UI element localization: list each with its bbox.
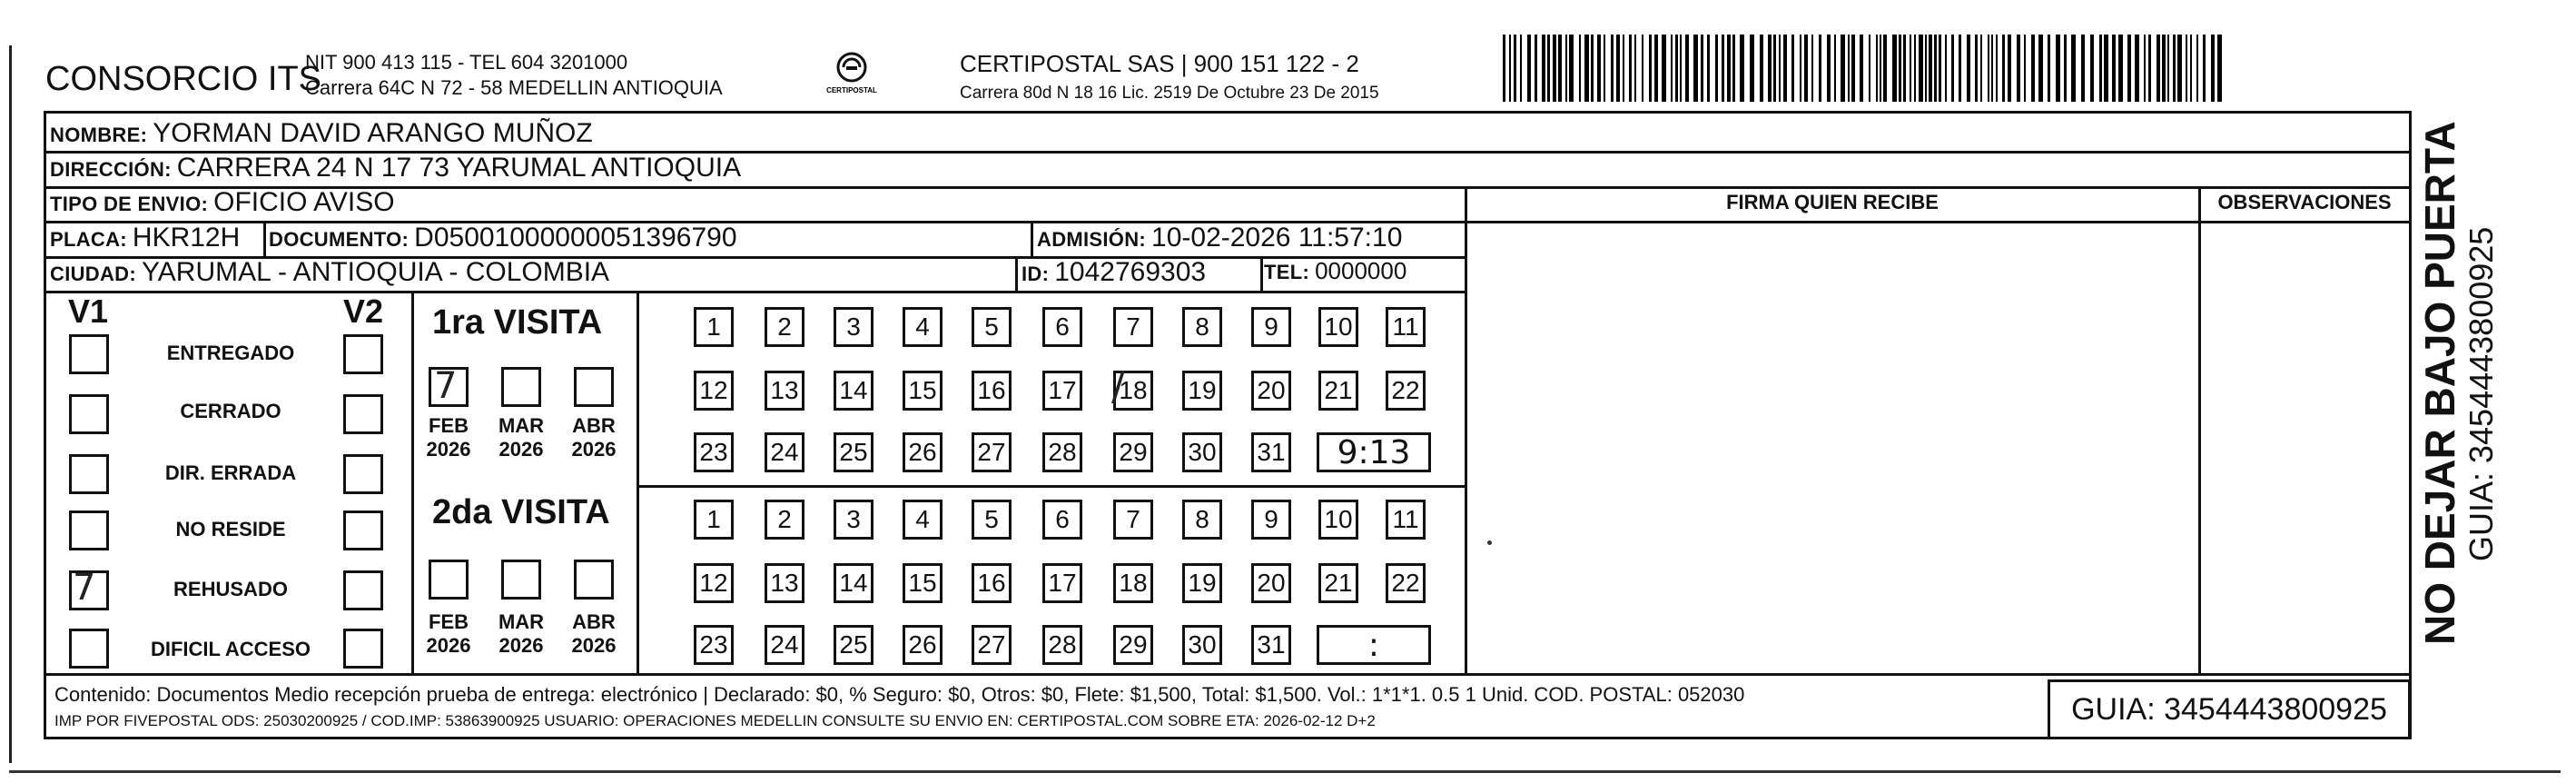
barcode-bar bbox=[2177, 35, 2182, 102]
day-box[interactable]: 14 bbox=[834, 563, 873, 603]
company-address-line: Carrera 64C N 72 - 58 MEDELLIN ANTIOQUIA bbox=[305, 76, 723, 99]
barcode-bar bbox=[1604, 35, 1605, 102]
day-box[interactable]: 13 bbox=[765, 563, 804, 603]
barcode-bar bbox=[1925, 35, 1927, 102]
barcode-bar bbox=[1988, 35, 1989, 102]
barcode-bar bbox=[1841, 35, 1845, 102]
day-box[interactable]: 19 bbox=[1182, 371, 1222, 411]
barcode-bar bbox=[2031, 35, 2035, 102]
barcode-bar bbox=[1880, 35, 1881, 102]
month-checkbox[interactable] bbox=[501, 367, 541, 407]
day-box[interactable]: 24 bbox=[765, 625, 804, 665]
barcode-bar bbox=[1804, 35, 1808, 102]
footer-contents: Contenido: Documentos Medio recepción prueba de entrega: electrónico | Declarado: $0, % Seguro: $0, Otros: $0, Flete: $1,500, Total: $1,500. Vol.: 1*1*1. 0.5 1 Unid. COD. POSTAL: 052030 bbox=[54, 683, 1745, 706]
day-box[interactable]: 16 bbox=[972, 371, 1012, 411]
barcode-bar bbox=[1919, 35, 1923, 102]
day-box[interactable]: 21 bbox=[1318, 563, 1358, 603]
barcode-bar bbox=[2211, 35, 2215, 102]
barcode-bar bbox=[2017, 35, 2020, 102]
barcode-bar bbox=[2196, 35, 2198, 102]
barcode-bar bbox=[1642, 35, 1643, 102]
barcode-bar bbox=[1616, 35, 1620, 102]
barcode-bar bbox=[1565, 35, 1567, 102]
barcode-bar bbox=[1611, 35, 1614, 102]
day-box[interactable]: 16 bbox=[972, 563, 1012, 603]
v2-header: V2 bbox=[343, 292, 384, 330]
barcode-bar bbox=[1629, 35, 1632, 102]
company-name: CONSORCIO ITS bbox=[45, 60, 322, 98]
barcode-bar bbox=[2127, 35, 2131, 102]
day-box[interactable]: 10 bbox=[1318, 500, 1358, 540]
day-box[interactable]: 12 bbox=[694, 371, 734, 411]
documento-label: DOCUMENTO: bbox=[269, 228, 410, 251]
barcode-bar bbox=[1791, 35, 1794, 102]
barcode-bar bbox=[2173, 35, 2176, 102]
carrier-title: CERTIPOSTAL SAS | 900 151 122 - 2 bbox=[960, 50, 1359, 77]
status-label: DIR. ERRADA bbox=[164, 461, 297, 484]
barcode-bar bbox=[2112, 35, 2116, 102]
placa-label: PLACA: bbox=[50, 228, 127, 251]
year-label: 2026 bbox=[498, 634, 544, 657]
month-label: ABR bbox=[572, 610, 616, 633]
barcode-bar bbox=[1783, 35, 1787, 102]
nombre-label: NOMBRE: bbox=[50, 124, 148, 146]
barcode-bar bbox=[1514, 35, 1516, 102]
ciudad-label: CIUDAD: bbox=[50, 263, 136, 285]
barcode-bar bbox=[1876, 35, 1878, 102]
status-label: CERRADO bbox=[180, 400, 281, 422]
placa-field bbox=[50, 223, 240, 253]
day-box[interactable]: 31 bbox=[1251, 625, 1291, 665]
barcode-bar bbox=[1975, 35, 1978, 102]
barcode-bar bbox=[1768, 35, 1772, 102]
id-value: 1042769303 bbox=[1054, 257, 1207, 287]
documento-field bbox=[269, 223, 737, 253]
barcode-bar bbox=[2186, 35, 2187, 102]
month-label: FEB bbox=[429, 610, 469, 633]
day-box[interactable]: 12 bbox=[694, 563, 734, 603]
admision-value: 10-02-2026 11:57:10 bbox=[1151, 223, 1403, 253]
month-year-label bbox=[421, 610, 476, 658]
day-box[interactable]: 9 bbox=[1251, 307, 1291, 347]
barcode-bar bbox=[1558, 35, 1562, 102]
barcode-bar bbox=[1800, 35, 1801, 102]
logo-text: CERTIPOSTAL bbox=[826, 86, 877, 94]
day-box[interactable]: 6 bbox=[1042, 500, 1082, 540]
barcode-bar bbox=[1527, 35, 1531, 102]
month-year-label bbox=[567, 610, 621, 658]
day-box[interactable]: 20 bbox=[1251, 371, 1291, 411]
barcode-bar bbox=[1542, 35, 1545, 102]
ciudad-value: YARUMAL - ANTIOQUIA - COLOMBIA bbox=[141, 257, 610, 287]
day-box[interactable]: 17 bbox=[1042, 563, 1082, 603]
tipo-envio-label: TIPO DE ENVIO: bbox=[50, 193, 209, 215]
barcode-bar bbox=[2135, 35, 2139, 102]
barcode-bar bbox=[1623, 35, 1624, 102]
day-box[interactable]: 28 bbox=[1042, 625, 1082, 665]
v1-checkbox[interactable] bbox=[69, 629, 109, 669]
day-box[interactable]: 27 bbox=[972, 625, 1012, 665]
day-box[interactable]: 7 bbox=[1113, 500, 1153, 540]
barcode-bar bbox=[1773, 35, 1776, 102]
day-box[interactable]: 29 bbox=[1113, 432, 1153, 472]
shipment-barcode bbox=[1503, 35, 2229, 102]
day-box[interactable]: 11 bbox=[1386, 500, 1426, 540]
barcode-bar bbox=[1811, 35, 1813, 102]
v1-header: V1 bbox=[68, 292, 109, 330]
barcode-bar bbox=[1883, 35, 1887, 102]
certipostal-logo-icon bbox=[822, 47, 882, 107]
barcode-bar bbox=[1569, 35, 1574, 102]
carrier-address: Carrera 80d N 18 16 Lic. 2519 De Octubre 23 De 2015 bbox=[960, 84, 1379, 103]
year-label: 2026 bbox=[571, 634, 617, 657]
barcode-bar bbox=[1914, 35, 1916, 102]
barcode-bar bbox=[2118, 35, 2123, 102]
barcode-bar bbox=[2090, 35, 2094, 102]
day-box[interactable]: 9 bbox=[1251, 500, 1291, 540]
year-label: 2026 bbox=[426, 634, 471, 657]
day-box[interactable]: 30 bbox=[1182, 625, 1222, 665]
day-box[interactable]: 19 bbox=[1182, 563, 1222, 603]
barcode-bar bbox=[1996, 35, 1998, 102]
v1-rehusado-mark: 7 bbox=[73, 567, 96, 609]
status-label: ENTREGADO bbox=[166, 342, 295, 364]
year-label: 2026 bbox=[426, 438, 471, 461]
page-bottom-border bbox=[9, 770, 2561, 773]
day-box[interactable]: 1 bbox=[694, 500, 734, 540]
day-box[interactable]: 8 bbox=[1182, 500, 1222, 540]
nombre-value: YORMAN DAVID ARANGO MUÑOZ bbox=[153, 118, 593, 148]
v2-checkbox[interactable] bbox=[343, 570, 383, 610]
year-label: 2026 bbox=[498, 438, 544, 461]
barcode-bar bbox=[2064, 35, 2067, 102]
status-label: REHUSADO bbox=[173, 578, 288, 600]
day-box[interactable]: 21 bbox=[1318, 371, 1358, 411]
barcode-bar bbox=[1827, 35, 1831, 102]
id-label: ID: bbox=[1022, 263, 1050, 285]
barcode-bar bbox=[1959, 35, 1961, 102]
month-year-label bbox=[494, 414, 548, 461]
day-box[interactable]: 6 bbox=[1042, 307, 1082, 347]
v1-checkbox[interactable] bbox=[69, 394, 109, 434]
barcode-bar bbox=[1597, 35, 1601, 102]
day-box[interactable]: 3 bbox=[834, 500, 873, 540]
v1-checkbox[interactable] bbox=[69, 334, 109, 374]
v2-checkbox[interactable] bbox=[343, 510, 383, 550]
barcode-bar bbox=[1819, 35, 1821, 102]
first-visit-title: 1ra VISITA bbox=[432, 303, 603, 342]
day-box[interactable]: 28 bbox=[1042, 432, 1082, 472]
day-box[interactable]: 11 bbox=[1386, 307, 1426, 347]
day-box[interactable]: 29 bbox=[1113, 625, 1153, 665]
documento-value: D05001000000051396790 bbox=[414, 223, 737, 253]
day-box[interactable]: 5 bbox=[972, 307, 1012, 347]
barcode-bar bbox=[2217, 35, 2222, 102]
barcode-bar bbox=[1662, 35, 1666, 102]
barcode-bar bbox=[1899, 35, 1901, 102]
barcode-bar bbox=[1680, 35, 1682, 102]
barcode-bar bbox=[1553, 35, 1556, 102]
barcode-bar bbox=[2048, 35, 2050, 102]
v2-checkbox[interactable] bbox=[343, 394, 383, 434]
barcode-bar bbox=[2056, 35, 2060, 102]
barcode-bar bbox=[2002, 35, 2005, 102]
second-visit-time[interactable]: : bbox=[1317, 625, 1431, 665]
id-field bbox=[1022, 257, 1206, 288]
day-box[interactable]: 25 bbox=[834, 432, 873, 472]
first-visit-time[interactable]: 9:13 bbox=[1317, 432, 1431, 472]
barcode-bar bbox=[1903, 35, 1906, 102]
day-box[interactable]: 10 bbox=[1318, 307, 1358, 347]
barcode-bar bbox=[1934, 35, 1937, 102]
day-box[interactable]: 24 bbox=[765, 432, 804, 472]
barcode-bar bbox=[1892, 35, 1897, 102]
barcode-bar bbox=[1547, 35, 1550, 102]
barcode-bar bbox=[1685, 35, 1689, 102]
month-label: MAR bbox=[498, 610, 545, 633]
day-box[interactable]: 27 bbox=[972, 432, 1012, 472]
barcode-bar bbox=[2167, 35, 2169, 102]
barcode-bar bbox=[1520, 35, 1522, 102]
day-box[interactable]: 15 bbox=[903, 371, 943, 411]
barcode-bar bbox=[1967, 35, 1970, 102]
barcode-bar bbox=[1701, 35, 1703, 102]
day-box[interactable]: 20 bbox=[1251, 563, 1291, 603]
barcode-bar bbox=[2081, 35, 2085, 102]
v1-checkbox[interactable] bbox=[69, 510, 109, 550]
day-box[interactable]: 4 bbox=[903, 500, 943, 540]
direccion-value: CARRERA 24 N 17 73 YARUMAL ANTIOQUIA bbox=[176, 153, 742, 183]
barcode-bar bbox=[2024, 35, 2026, 102]
ink-dot bbox=[1487, 540, 1492, 545]
v1-checkbox[interactable] bbox=[69, 454, 109, 494]
feb-month-mark: 7 bbox=[434, 365, 458, 407]
day-box[interactable]: 17 bbox=[1042, 371, 1082, 411]
barcode-bar bbox=[2008, 35, 2011, 102]
day-box[interactable]: 22 bbox=[1386, 371, 1426, 411]
barcode-bar bbox=[1535, 35, 1537, 102]
day-box[interactable]: 2 bbox=[765, 500, 804, 540]
barcode-bar bbox=[1851, 35, 1855, 102]
status-label: NO RESIDE bbox=[175, 518, 286, 540]
barcode-bar bbox=[1750, 35, 1754, 102]
barcode-bar bbox=[1584, 35, 1589, 102]
month-label: FEB bbox=[429, 414, 469, 437]
barcode-bar bbox=[1579, 35, 1581, 102]
barcode-bar bbox=[1509, 35, 1511, 102]
status-label: DIFICIL ACCESO bbox=[150, 638, 311, 660]
barcode-bar bbox=[1732, 35, 1735, 102]
day-box[interactable]: 2 bbox=[765, 307, 804, 347]
day-box[interactable]: 14 bbox=[834, 371, 873, 411]
tel-value: 0000000 bbox=[1315, 257, 1407, 284]
barcode-bar bbox=[1910, 35, 1911, 102]
day-box[interactable]: 26 bbox=[903, 625, 943, 665]
barcode-bar bbox=[1740, 35, 1744, 102]
day-box[interactable]: 30 bbox=[1182, 432, 1222, 472]
day-box[interactable]: 26 bbox=[903, 432, 943, 472]
direccion-label: DIRECCIÓN: bbox=[50, 158, 172, 181]
side-warning: NO DEJAR BAJO PUERTA bbox=[2416, 121, 2463, 645]
barcode-bar bbox=[1722, 35, 1724, 102]
second-visit-title: 2da VISITA bbox=[432, 493, 610, 531]
day-box[interactable]: 5 bbox=[972, 500, 1012, 540]
day-box[interactable]: 4 bbox=[903, 307, 943, 347]
barcode-bar bbox=[2148, 35, 2151, 102]
nombre-row bbox=[50, 118, 593, 149]
barcode-bar bbox=[2099, 35, 2102, 102]
day-box[interactable]: 3 bbox=[834, 307, 873, 347]
barcode-bar bbox=[2190, 35, 2192, 102]
footer-print-info: IMP POR FIVEPOSTAL ODS: 25030200925 / COD.IMP: 53863900925 USUARIO: OPERACIONES MEDELLIN CONSULTE SU ENVIO EN: CERTIPOSTAL.COM SOBRE ETA: 2026-02-12 D+2 bbox=[54, 712, 1376, 729]
barcode-bar bbox=[1727, 35, 1731, 102]
barcode-bar bbox=[2162, 35, 2166, 102]
admision-field bbox=[1037, 223, 1402, 253]
barcode-bar bbox=[1591, 35, 1594, 102]
barcode-bar bbox=[1715, 35, 1718, 102]
day-box[interactable]: 23 bbox=[694, 625, 734, 665]
barcode-bar bbox=[1929, 35, 1932, 102]
barcode-bar bbox=[1634, 35, 1636, 102]
guia-box: GUIA: 3454443800925 bbox=[2048, 679, 2411, 739]
day-box[interactable]: 8 bbox=[1182, 307, 1222, 347]
barcode-bar bbox=[2038, 35, 2043, 102]
barcode-bar bbox=[1760, 35, 1763, 102]
barcode-bar bbox=[2104, 35, 2108, 102]
v2-checkbox[interactable] bbox=[343, 629, 383, 669]
tipo-envio-row bbox=[50, 187, 395, 218]
month-year-label bbox=[567, 414, 621, 461]
v2-checkbox[interactable] bbox=[343, 454, 383, 494]
page-left-border bbox=[9, 45, 12, 763]
observaciones-header: OBSERVACIONES bbox=[2217, 191, 2392, 213]
day-box[interactable]: 25 bbox=[834, 625, 873, 665]
barcode-bar bbox=[1869, 35, 1870, 102]
barcode-bar bbox=[1671, 35, 1673, 102]
barcode-bar bbox=[1834, 35, 1836, 102]
month-checkbox[interactable] bbox=[574, 367, 614, 407]
month-label: MAR bbox=[498, 414, 545, 437]
year-label: 2026 bbox=[571, 438, 617, 461]
barcode-bar bbox=[2144, 35, 2146, 102]
day-box[interactable]: 1 bbox=[694, 307, 734, 347]
month-label: ABR bbox=[572, 414, 616, 437]
day-box[interactable]: 18 bbox=[1113, 563, 1153, 603]
tipo-envio-value: OFICIO AVISO bbox=[213, 187, 395, 217]
barcode-bar bbox=[2071, 35, 2076, 102]
barcode-bar bbox=[1860, 35, 1863, 102]
barcode-bar bbox=[2157, 35, 2160, 102]
day-box[interactable]: 13 bbox=[765, 371, 804, 411]
barcode-bar bbox=[1649, 35, 1652, 102]
month-checkbox[interactable] bbox=[429, 560, 469, 600]
barcode-bar bbox=[1675, 35, 1678, 102]
day-box[interactable]: 23 bbox=[694, 432, 734, 472]
barcode-bar bbox=[2203, 35, 2206, 102]
barcode-bar bbox=[1991, 35, 1993, 102]
barcode-bar bbox=[1779, 35, 1781, 102]
day-box[interactable]: 7 bbox=[1113, 307, 1153, 347]
tel-label: TEL: bbox=[1264, 261, 1310, 283]
month-year-label bbox=[494, 610, 548, 658]
barcode-bar bbox=[1939, 35, 1941, 102]
barcode-bar bbox=[1848, 35, 1850, 102]
day-box[interactable]: 22 bbox=[1386, 563, 1426, 603]
side-guia: GUIA: 3454443800925 bbox=[2462, 226, 2500, 561]
barcode-bar bbox=[1945, 35, 1947, 102]
day-strike-mark: / bbox=[1111, 363, 1125, 410]
placa-value: HKR12H bbox=[132, 223, 241, 253]
month-checkbox[interactable] bbox=[501, 560, 541, 600]
month-year-label bbox=[421, 414, 476, 461]
admision-label: ADMISIÓN: bbox=[1037, 228, 1147, 251]
barcode-bar bbox=[1693, 35, 1698, 102]
firma-header: FIRMA QUIEN RECIBE bbox=[1726, 191, 1939, 213]
tel-field bbox=[1264, 257, 1406, 285]
barcode-bar bbox=[1654, 35, 1658, 102]
barcode-bar bbox=[1951, 35, 1954, 102]
v2-checkbox[interactable] bbox=[343, 334, 383, 374]
barcode-bar bbox=[1503, 35, 1505, 102]
ciudad-field bbox=[50, 257, 609, 288]
direccion-row bbox=[50, 153, 741, 183]
day-box[interactable]: 31 bbox=[1251, 432, 1291, 472]
barcode-bar bbox=[1980, 35, 1982, 102]
barcode-bar bbox=[1707, 35, 1710, 102]
day-box[interactable]: 18 bbox=[1113, 371, 1153, 411]
company-nit-line: NIT 900 413 115 - TEL 604 3201000 bbox=[305, 51, 628, 74]
day-box[interactable]: 15 bbox=[903, 563, 943, 603]
month-checkbox[interactable] bbox=[574, 560, 614, 600]
